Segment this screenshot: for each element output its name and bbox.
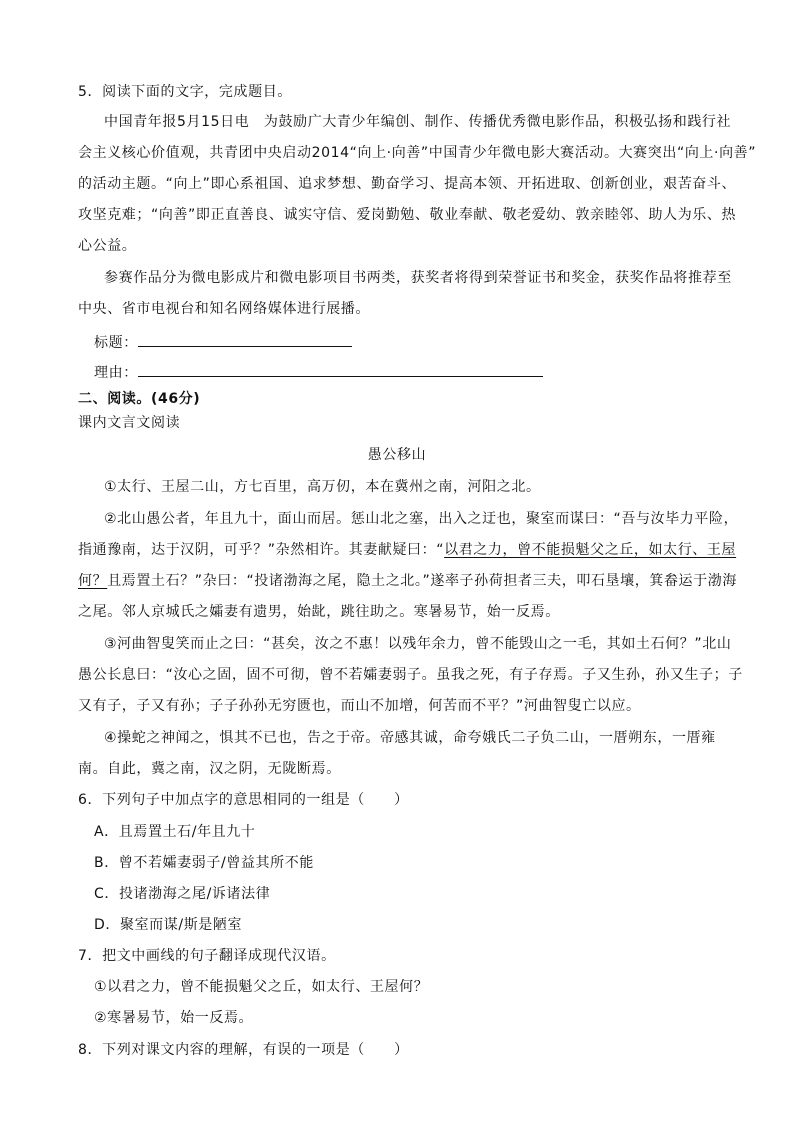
underlined-sentence: 以君之力，曾不能损魁父之丘，如太行、王屋: [444, 542, 737, 558]
q6-option-a[interactable]: A．且焉置土石/年且九十: [94, 824, 256, 840]
title-label: 标题：: [94, 335, 138, 351]
q6-stem: 6．下列句子中加点字的意思相同的一组是（ ）: [78, 792, 409, 808]
reason-answer-row: [94, 362, 774, 383]
passage-paragraph-line: 愚公长息曰：“汝心之固，固不可彻，曾不若孀妻弱子。虽我之死，有子存焉。子又生孙，孙又生子；子: [78, 667, 743, 683]
section-subheading: 课内文言文阅读: [78, 415, 181, 431]
q7-stem: 7．把文中画线的句子翻译成现代汉语。: [78, 948, 336, 964]
passage-title: 愚公移山: [367, 447, 427, 463]
underlined-sentence-end: 何？: [78, 573, 108, 589]
q6-option-d[interactable]: D．聚室而谋/斯是陋室: [94, 917, 243, 933]
q5-paragraph-line: 的活动主题。“向上”即心系祖国、追求梦想、勤奋学习、提高本领、开拓进取、创新创业，艰苦奋斗、: [78, 176, 737, 192]
reason-label: 理由：: [94, 365, 138, 381]
q7-item: ①以君之力，曾不能损魁父之丘，如太行、王屋何？: [94, 979, 429, 995]
passage-paragraph-line: 又有子，子又有孙；子子孙孙无穷匮也，而山不加增，何苦而不平？”河曲智叟亡以应。: [78, 698, 641, 714]
passage-paragraph-line: 南。自此，冀之南，汉之阴，无陇断焉。: [78, 761, 341, 777]
passage-paragraph-line: [78, 571, 758, 591]
section-heading: 二、阅读。(46分): [78, 391, 201, 407]
q5-paragraph-line: 中国青年报5月15日电 为鼓励广大青少年编创、制作、传播优秀微电影作品，积极弘扬和践行社: [104, 114, 732, 130]
passage-paragraph-line: 之尾。邻人京城氏之孀妻有遗男，始龀，跳往助之。寒暑易节，始一反焉。: [78, 604, 560, 620]
q8-stem: 8．下列对课文内容的理解，有误的一项是（ ）: [78, 1042, 409, 1058]
q6-option-b[interactable]: B．曾不若孀妻弱子/曾益其所不能: [94, 855, 314, 871]
q5-paragraph-line: 心公益。: [78, 238, 137, 254]
q6-option-c[interactable]: C．投诸渤海之尾/诉诸法律: [94, 886, 271, 902]
passage-paragraph-line: ③河曲智叟笑而止之曰：“甚矣，汝之不惠！以残年余力，曾不能毁山之一毛，其如土石何？”北山: [104, 636, 732, 652]
q5-paragraph-line: 攻坚克难；“向善”即正直善良、诚实守信、爱岗勤勉、敬业奉献、敬老爱幼、敦亲睦邻、助人为乐、热: [78, 207, 737, 223]
passage-text: 且焉置土石？”杂曰：“投诸渤海之尾，隐土之北。”遂率子孙荷担者三夫，叩石垦壤，箕畚运于渤海: [107, 573, 737, 589]
passage-paragraph-line: [78, 540, 758, 560]
passage-paragraph-line: ①太行、王屋二山，方七百里，高万仞，本在冀州之南，河阳之北。: [104, 479, 541, 495]
q5-title: 5．阅读下面的文字，完成题目。: [78, 84, 292, 100]
reason-answer-blank[interactable]: [138, 362, 543, 377]
passage-text: 指通豫南，达于汉阴，可乎？”杂然相许。其妻献疑曰：“: [78, 542, 445, 558]
q5-paragraph-line: 参赛作品分为微电影成片和微电影项目书两类，获奖者将得到荣誉证书和奖金，获奖作品将推荐至: [104, 270, 732, 286]
title-answer-row: [94, 332, 774, 353]
passage-paragraph-line: ④操蛇之神闻之，惧其不已也，告之于帝。帝感其诚，命夸娥氏二子负二山，一厝朔东，一厝雍: [104, 730, 716, 746]
q7-item: ②寒暑易节，始一反焉。: [94, 1010, 254, 1026]
q5-paragraph-line: 中央、省市电视台和知名网络媒体进行展播。: [78, 301, 370, 317]
q5-paragraph-line: 会主义核心价值观，共青团中央启动2014“向上·向善”中国青少年微电影大赛活动。大赛突出“向上·向善”: [78, 145, 757, 161]
passage-paragraph-line: ②北山愚公者，年且九十，面山而居。惩山北之塞，出入之迂也，聚室而谋曰：“吾与汝毕力平险，: [104, 511, 739, 527]
title-answer-blank[interactable]: [138, 332, 352, 347]
